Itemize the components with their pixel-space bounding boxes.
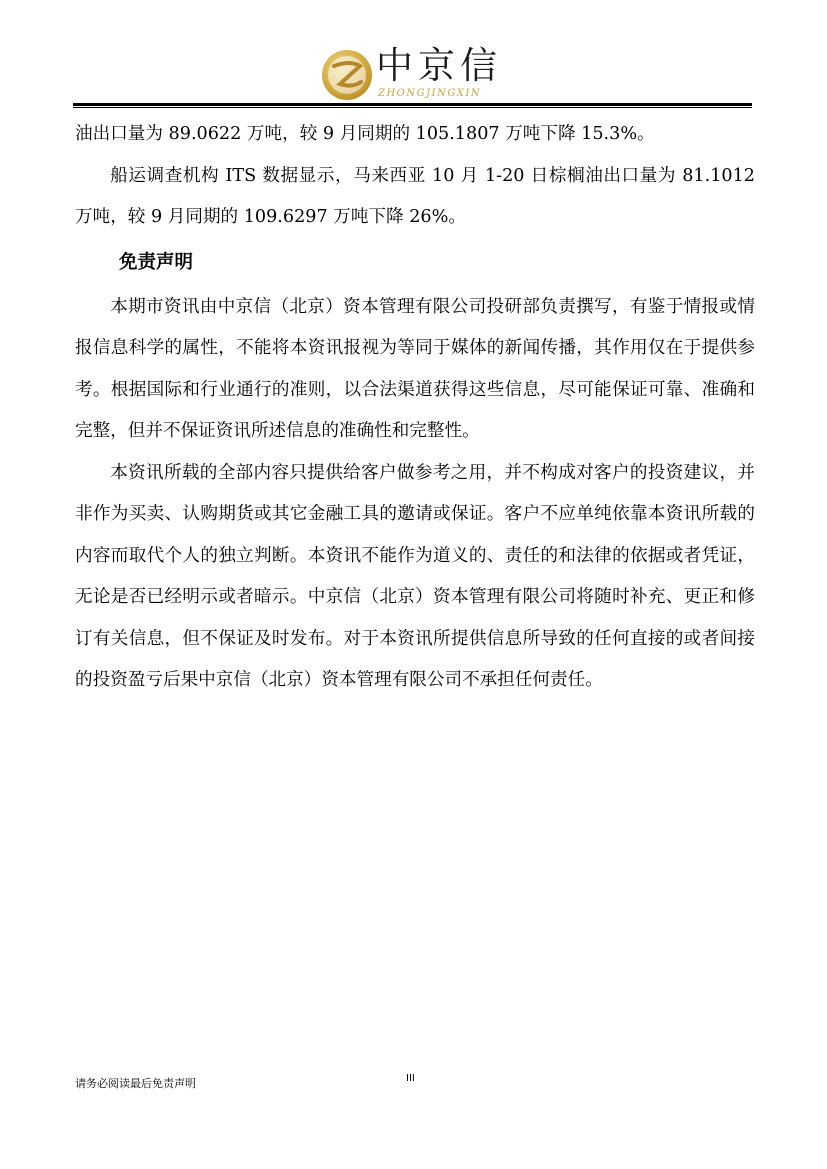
page-number: III — [406, 1073, 415, 1084]
company-name-en: ZHONGJINGXIN — [378, 88, 482, 99]
paragraph-its-data: 船运调查机构 ITS 数据显示，马来西亚 10 月 1-20 日棕榈油出口量为 81.1012 万吨，较 9 月同期的 109.6297 万吨下降 26%。 — [75, 165, 755, 227]
disclaimer-title: 免责声明 — [119, 251, 194, 273]
header-divider-thin — [73, 107, 752, 108]
header-divider-thick — [73, 103, 752, 106]
disclaimer-paragraph-1: 本期市资讯由中京信（北京）资本管理有限公司投研部负责撰写，有鉴于情报或情报信息科学的属性，不能将本资讯报视为等同于媒体的新闻传播，其作用仅在于提供参考。根据国际和行业通行的准则，以合法渠道获得这些信息，尽可能保证可靠、准确和完整，但并不保证资讯所述信息的准确性和完整性。 — [75, 296, 755, 441]
document-body — [75, 114, 755, 702]
footer-note: 请务必阅读最后免责声明 — [75, 1077, 196, 1090]
company-logo-icon — [320, 48, 374, 102]
company-name-cn: 中京信 — [376, 44, 502, 87]
disclaimer-paragraph-2: 本资讯所载的全部内容只提供给客户做参考之用，并不构成对客户的投资建议，并非作为买卖、认购期货或其它金融工具的邀请或保证。客户不应单纯依靠本资讯所载的内容而取代个人的独立判断。本资讯不能作为道义的、责任的和法律的依据或者凭证，无论是否已经明示或者暗示。中京信（北京）资本管理有限公司将随时补充、更正和修订有关信息，但不保证及时发布。对于本资讯所提供信息所导致的任何直接的或者间接的投资盈亏后果中京信（北京）资本管理有限公司不承担任何责任。 — [75, 462, 755, 690]
page-header — [0, 0, 827, 112]
paragraph-continued: 油出口量为 89.0622 万吨，较 9 月同期的 105.1807 万吨下降 15.3%。 — [75, 124, 655, 144]
